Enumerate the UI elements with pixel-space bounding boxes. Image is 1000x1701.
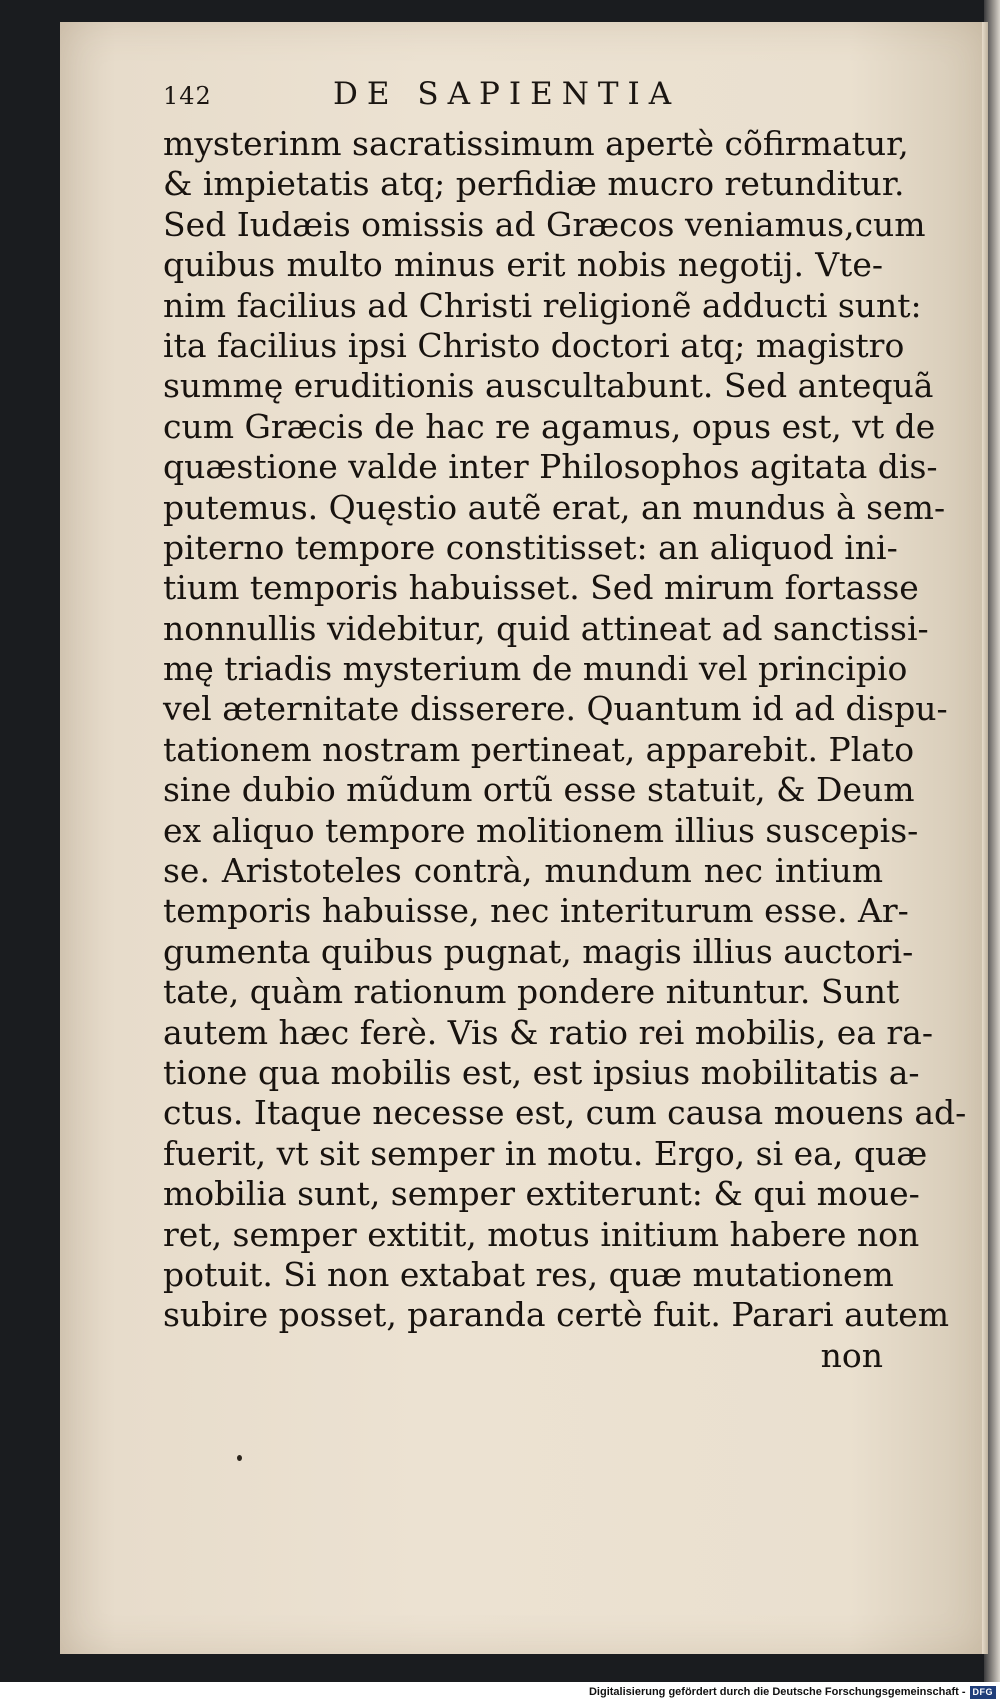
text-line: piterno tempore constitisset: an aliquod ini- (163, 527, 898, 567)
text-line: tationem nostram pertineat, apparebit. Plato (163, 729, 915, 769)
text-line: autem hæc ferè. Vis & ratio rei mobilis, ea ra- (163, 1012, 933, 1052)
text-line: nonnullis videbitur, quid attineat ad sanctissi- (163, 608, 929, 648)
text-line: putemus. Quęstio autẽ erat, an mundus à sem- (163, 487, 946, 527)
text-line: sine dubio mũdum ortũ esse statuit, & Deum (163, 770, 915, 810)
text-line: summę eruditionis auscultabunt. Sed antequã (163, 366, 934, 406)
running-head-title: DE SAPIENTIA (333, 76, 681, 112)
text-line: fuerit, vt sit semper in motu. Ergo, si ea, quæ (163, 1133, 928, 1173)
text-line: quæstione valde inter Philosophos agitata dis- (163, 447, 938, 487)
dfg-logo: DFG (970, 1686, 997, 1699)
text-line: Sed Iudæis omissis ad Græcos veniamus,cum (163, 204, 926, 244)
digitization-credit (589, 1684, 996, 1700)
text-line: ita facilius ipsi Christo doctori atq; magistro (163, 325, 905, 365)
running-head (163, 76, 863, 116)
text-line: mę triadis mysterium de mundi vel principio (163, 649, 908, 689)
text-line: ctus. Itaque necesse est, cum causa mouens ad- (163, 1093, 967, 1133)
page-number: 142 (163, 82, 212, 110)
text-line: & impietatis atq; perfidiæ mucro retunditur. (163, 164, 905, 204)
text-line: mobilia sunt, semper extiterunt: & qui moue- (163, 1174, 920, 1214)
text-line: potuit. Si non extabat res, quæ mutationem (163, 1254, 894, 1294)
text-line: gumenta quibus pugnat, magis illius auctori- (163, 931, 914, 971)
text-line: subire posset, paranda certè fuit. Parari autem (163, 1295, 950, 1335)
credit-text: Digitalisierung gefördert durch die Deutsche Forschungsgemeinschaft - (588, 1686, 966, 1698)
text-line: tium temporis habuisset. Sed mirum fortasse (163, 568, 919, 608)
text-line: mysterinm sacratissimum apertè cõfirmatur, (163, 124, 909, 163)
text-line: ret, semper extitit, motus initium habere non (163, 1214, 920, 1254)
text-line: tate, quàm rationum pondere nituntur. Sunt (163, 972, 900, 1012)
page-edge (982, 22, 988, 1654)
text-line: se. Aristoteles contrà, mundum nec intium (163, 851, 883, 891)
catchword: non (820, 1335, 883, 1375)
page-body-text (163, 124, 967, 1376)
text-line: vel æternitate disserere. Quantum id ad dispu- (163, 689, 948, 729)
text-line: ex aliquo tempore molitionem illius suscepis- (163, 810, 919, 850)
text-line: quibus multo minus erit nobis negotij. Vte- (163, 245, 883, 285)
text-line: temporis habuisse, nec interiturum esse. Ar- (163, 891, 909, 931)
text-line: tione qua mobilis est, est ipsius mobilitatis a- (163, 1052, 920, 1092)
text-line: nim facilius ad Christi religionẽ adducti sunt: (163, 285, 922, 325)
ink-speck (237, 1455, 242, 1461)
text-line: cum Græcis de hac re agamus, opus est, vt de (163, 406, 936, 446)
